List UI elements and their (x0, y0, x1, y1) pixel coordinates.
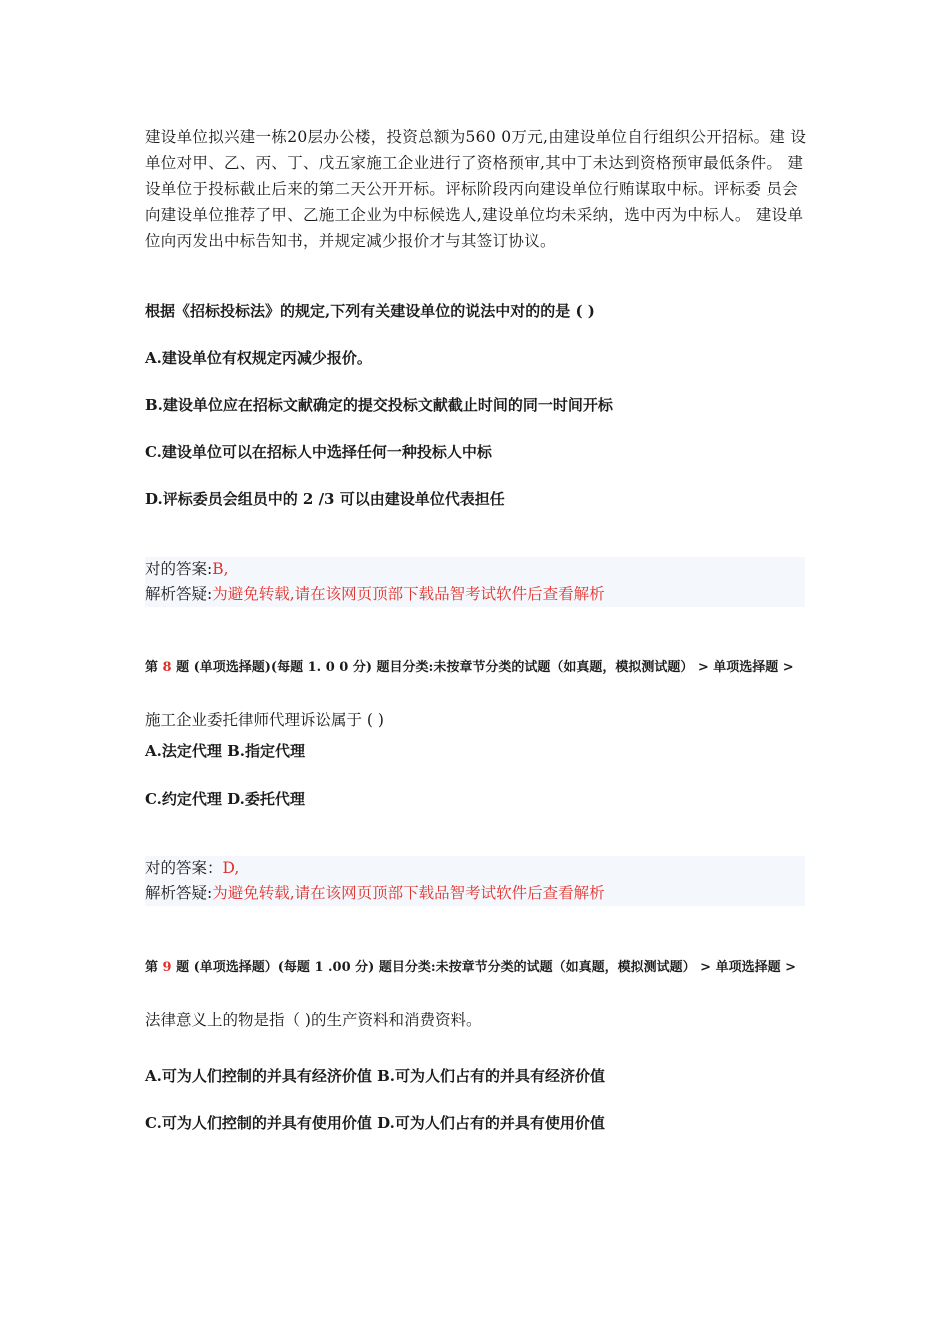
question-8-options-ab: A.法定代理 B.指定代理 (145, 742, 305, 760)
question-7-option-b: B.建设单位应在招标文献确定的提交投标文献截止时间的同一时间开标 (145, 396, 613, 414)
question-number: 8 (162, 660, 172, 675)
question-9-header (145, 956, 805, 980)
question-9-options-cd: C.可为人们控制的并具有使用价值 D.可为人们占有的并具有使用价值 (145, 1114, 605, 1132)
question-7-answer-box (145, 557, 805, 607)
answer-label: 对的答案： (145, 859, 223, 877)
case-description: 建设单位拟兴建一栋20层办公楼，投资总额为560 0万元,由建设单位自行组织公开招标。建 设单位对甲、乙、丙、丁、戊五家施工企业进行了资格预审,其中丁未达到资格预审最低条件。 建设单位于投标截止后来的第二天公开开标。评标阶段丙向建设单位行贿谋取中标。评标委 员会向建设单位推荐了甲、乙施工企业为中标候选人,建设单位均未采纳，选中丙为中标人。 建设单位向丙发出中标告知书，并规定减少报价才与其签订协议。 (145, 128, 807, 250)
question-9-stem: 法律意义上的物是指（ )的生产资料和消费资料。 (145, 1011, 482, 1029)
header-rest: 题 (单项选择题）(每题 1 .00 分) 题目分类:未按章节分类的试题（如真题，模拟测试题） > 单项选择题 > (171, 960, 797, 975)
analysis-link[interactable]: 为避免转载,请在该网页顶部下载品智考试软件后查看解析 (212, 884, 605, 902)
document-page (145, 124, 810, 1132)
question-8-answer-box (145, 856, 805, 906)
header-rest: 题 (单项选择题)(每题 1. 0 0 分) 题目分类:未按章节分类的试题（如真题，模拟测试题） > 单项选择题 > (171, 660, 794, 675)
question-8-options-cd: C.约定代理 D.委托代理 (145, 790, 305, 808)
header-prefix: 第 (145, 960, 163, 975)
analysis-link[interactable]: 为避免转载,请在该网页顶部下载品智考试软件后查看解析 (212, 585, 605, 603)
answer-value: D, (222, 859, 240, 877)
question-number: 9 (162, 960, 172, 975)
question-7-analysis (145, 582, 805, 607)
question-8-answer (145, 856, 805, 881)
question-8-stem: 施工企业委托律师代理诉讼属于 ( ) (145, 711, 384, 729)
analysis-label: 解析答疑: (145, 884, 213, 902)
header-prefix: 第 (145, 660, 163, 675)
question-7-option-c: C.建设单位可以在招标人中选择任何一种投标人中标 (145, 443, 492, 461)
analysis-label: 解析答疑: (145, 585, 213, 603)
answer-value: B, (212, 560, 229, 578)
question-7-answer (145, 557, 805, 582)
question-7-stem: 根据《招标投标法》的规定,下列有关建设单位的说法中对的的是 ( ) (145, 302, 595, 320)
question-7-option-d: D.评标委员会组员中的 2 /3 可以由建设单位代表担任 (145, 490, 505, 508)
question-7-option-a: A.建设单位有权规定丙减少报价。 (145, 349, 372, 367)
question-8-analysis (145, 881, 805, 906)
answer-label: 对的答案: (145, 560, 213, 578)
question-9-options-ab: A.可为人们控制的并具有经济价值 B.可为人们占有的并具有经济价值 (145, 1067, 605, 1085)
question-8-header (145, 656, 805, 680)
